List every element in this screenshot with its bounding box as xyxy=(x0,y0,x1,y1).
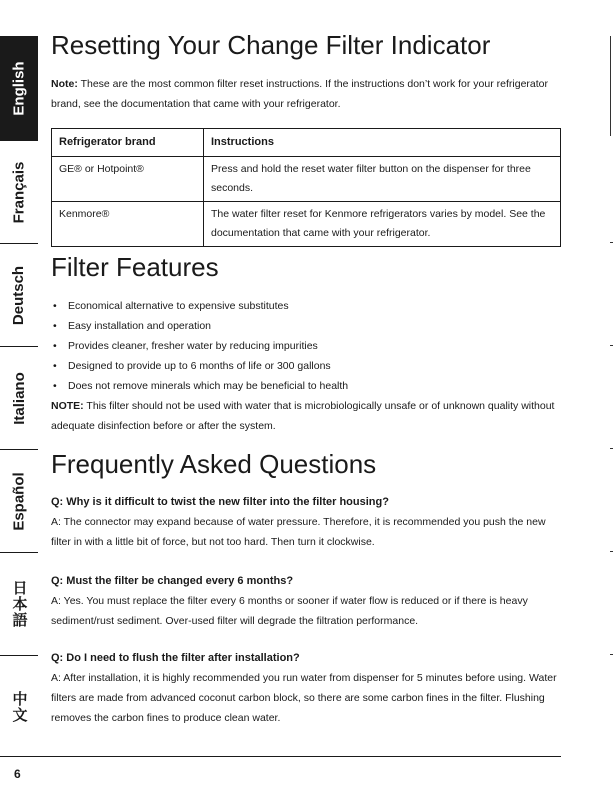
tab-francais[interactable] xyxy=(0,141,38,243)
brand-instructions-table xyxy=(51,128,561,247)
instructions-cell: The water filter reset for Kenmore refrigerators varies by model. See the documentation that came with your refrigerator. xyxy=(204,202,561,247)
list-item: • Economical alternative to expensive substitutes xyxy=(51,296,561,316)
faq-answer: A: The connector may expand because of water pressure. Therefore, it is recommended you push the new filter in with a little bit of force, but not too hard. Then turn it clockwise. xyxy=(51,516,546,548)
tab-chinese[interactable] xyxy=(0,656,38,758)
features-note-label: NOTE: xyxy=(51,400,84,412)
reset-title: Resetting Your Change Filter Indicator xyxy=(51,30,491,60)
tab-espanol-label: Español xyxy=(10,471,28,531)
tab-chinese-label: 中文 xyxy=(10,691,28,723)
footer-divider xyxy=(0,756,561,757)
faq-question: Q: Why is it difficult to twist the new filter into the filter housing? xyxy=(51,496,389,508)
table-row xyxy=(52,157,561,202)
list-item: • Easy installation and operation xyxy=(51,316,561,336)
faq-question: Q: Do I need to flush the filter after installation? xyxy=(51,652,300,664)
tab-francais-label: Français xyxy=(10,161,28,223)
brand-cell: Kenmore® xyxy=(52,202,204,247)
faq-answer: A: Yes. You must replace the filter every 6 months or sooner if water flow is reduced or if there is heavy sediment/rust sediment. Over-used filter will degrade the filtration performance. xyxy=(51,595,528,627)
tab-italiano[interactable] xyxy=(0,347,38,449)
tab-deutsch-label: Deutsch xyxy=(10,265,28,325)
features-note-text: This filter should not be used with water that is microbiologically unsafe or of unknown quality without adequate disinfection before or after the system. xyxy=(51,400,555,432)
tab-japanese[interactable] xyxy=(0,553,38,655)
faq-item xyxy=(51,571,561,631)
brand-column-header: Refrigerator brand xyxy=(52,129,204,157)
instructions-column-header: Instructions xyxy=(204,129,561,157)
faq-item xyxy=(51,492,561,552)
features-list xyxy=(51,296,561,396)
tab-english[interactable] xyxy=(0,36,38,140)
features-title: Filter Features xyxy=(51,252,219,282)
reset-note xyxy=(51,74,561,114)
page-number: 6 xyxy=(14,767,21,781)
tab-deutsch[interactable] xyxy=(0,244,38,346)
faq-item xyxy=(51,648,561,728)
features-note xyxy=(51,396,561,436)
list-item: • Does not remove minerals which may be beneficial to health xyxy=(51,376,561,396)
faq-answer: A: After installation, it is highly recommended you run water from dispenser for 5 minutes before using. Water filters are made from advanced coconut carbon block, so there are some carbon fines in the filter. Flushing removes the carbon fines to produce clean water. xyxy=(51,672,557,724)
faq-title: Frequently Asked Questions xyxy=(51,449,377,479)
reset-note-text: These are the most common filter reset instructions. If the instructions don’t work for your refrigerator brand, see the documentation that came with your refrigerator. xyxy=(51,78,549,110)
brand-cell: GE® or Hotpoint® xyxy=(52,157,204,202)
tab-english-label: English xyxy=(10,60,28,116)
table-header-row xyxy=(52,129,561,157)
reset-note-label: Note: xyxy=(51,78,78,90)
tab-italiano-label: Italiano xyxy=(10,371,28,425)
table-row xyxy=(52,202,561,247)
instructions-cell: Press and hold the reset water filter button on the dispenser for three seconds. xyxy=(204,157,561,202)
edge-bar xyxy=(610,36,611,136)
tab-espanol[interactable] xyxy=(0,450,38,552)
list-item: • Designed to provide up to 6 months of life or 300 gallons xyxy=(51,356,561,376)
faq-question: Q: Must the filter be changed every 6 months? xyxy=(51,575,294,587)
tab-japanese-label: 日本語 xyxy=(10,580,28,628)
list-item: • Provides cleaner, fresher water by reducing impurities xyxy=(51,336,561,356)
